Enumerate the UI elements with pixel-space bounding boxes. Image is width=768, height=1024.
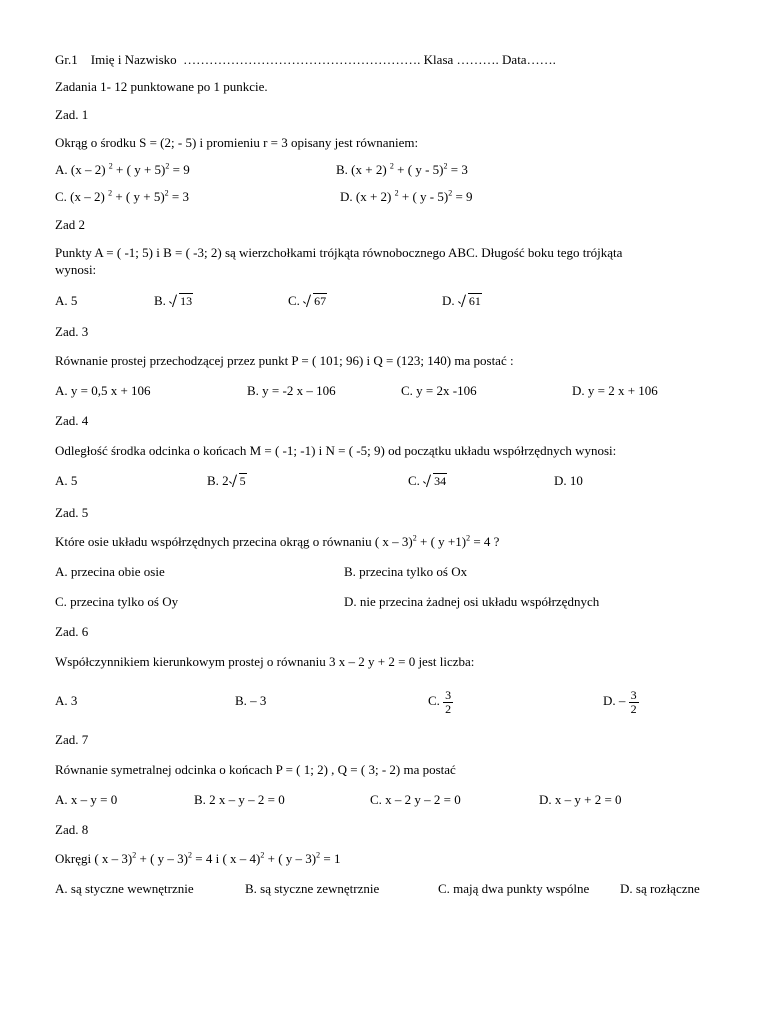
task-8-answer-d: D. są rozłączne — [620, 881, 700, 896]
header-line — [55, 52, 556, 68]
task-7-title: Zad. 7 — [55, 732, 89, 747]
task-5-answer-d: D. nie przecina żadnej osi układu współrzędnych — [344, 594, 600, 609]
task-6-answer-b: B. – 3 — [235, 693, 267, 708]
task-4-answer-c: C. 34 — [408, 473, 447, 488]
task-4-question: Odległość środka odcinka o końcach M = ( -1; -1) i N = ( -5; 9) od początku układu współrzędnych wynosi: — [55, 443, 617, 458]
task-2-answer-c: C. 67 — [288, 293, 327, 308]
task-2-title: Zad 2 — [55, 217, 85, 232]
task-4-answer-d: D. 10 — [554, 473, 583, 488]
name-label: Imię i Nazwisko — [90, 52, 177, 67]
task-7-answer-b: B. 2 x – y – 2 = 0 — [194, 792, 285, 807]
task-6-answer-c: C. $\frac{3}{2}$ — [428, 687, 452, 716]
task-6-answer-a: A. 3 — [55, 693, 78, 708]
task-7-answer-a: A. x – y = 0 — [55, 792, 118, 807]
task-8-question: Okręgi ( x – 3)$^2$ + ( y – 3)$^2$ = 4 i ( x – 4)$^2$ + ( y – 3)$^2$ = 1 — [55, 850, 341, 866]
task-7-question: Równanie symetralnej odcinka o końcach P = ( 1; 2) , Q = ( 3; - 2) ma postać — [55, 762, 456, 777]
task-1-answer-d: D. (x + 2) $^2$ + ( y - 5)$^2$ = 9 — [340, 188, 473, 204]
task-1-answer-a: A. (x – 2) $^2$ + ( y + 5)$^2$ = 9 — [55, 161, 190, 177]
task-7-answer-c: C. x – 2 y – 2 = 0 — [370, 792, 461, 807]
task-5-answer-c: C. przecina tylko oś Oy — [55, 594, 179, 609]
intro-text: Zadania 1- 12 punktowane po 1 punkcie. — [55, 79, 268, 94]
task-2-question-line1: Punkty A = ( -1; 5) i B = ( -3; 2) są wierzchołkami trójkąta równobocznego ABC. Długość boku tego trójkąta — [55, 245, 623, 260]
task-3-title: Zad. 3 — [55, 324, 89, 339]
task-3-answer-c: C. y = 2x -106 — [401, 383, 477, 398]
task-3-answer-b: B. y = -2 x – 106 — [247, 383, 336, 398]
task-6-question: Współczynnikiem kierunkowym prostej o równaniu 3 x – 2 y + 2 = 0 jest liczba: — [55, 654, 475, 669]
task-3-answer-d: D. y = 2 x + 106 — [572, 383, 658, 398]
date-label: Data……. — [502, 52, 556, 67]
task-5-answer-b: B. przecina tylko oś Ox — [344, 564, 468, 579]
task-2-answer-b: B. 13 — [154, 293, 193, 308]
task-5-question: Które osie układu współrzędnych przecina okrąg o równaniu ( x – 3)$^2$ + ( y +1)$^2$ = 4 ? — [55, 533, 500, 549]
task-6-title: Zad. 6 — [55, 624, 89, 639]
name-blank: ………………………………………………. — [183, 52, 421, 67]
task-3-answer-a: A. y = 0,5 x + 106 — [55, 383, 151, 398]
task-8-answer-b: B. są styczne zewnętrznie — [245, 881, 380, 896]
task-1-answer-b: B. (x + 2) $^2$ + ( y - 5)$^2$ = 3 — [336, 161, 468, 177]
task-3-question: Równanie prostej przechodzącej przez punkt P = ( 101; 96) i Q = (123; 140) ma postać : — [55, 353, 514, 368]
task-8-answer-c: C. mają dwa punkty wspólne — [438, 881, 590, 896]
task-4-answer-a: A. 5 — [55, 473, 78, 488]
task-2-question-line2: wynosi: — [55, 262, 97, 277]
task-2-answer-a: A. 5 — [55, 293, 78, 308]
group-label: Gr.1 — [55, 52, 78, 67]
class-blank: ………. — [456, 52, 499, 67]
class-label: Klasa — [423, 52, 454, 67]
task-4-title: Zad. 4 — [55, 413, 89, 428]
task-4-answer-b: B. 2 5 — [207, 473, 246, 488]
task-6-answer-d: D. – $\frac{3}{2}$ — [603, 687, 637, 716]
task-5-answer-a: A. przecina obie osie — [55, 564, 165, 579]
task-5-title: Zad. 5 — [55, 505, 89, 520]
task-1-answer-c: C. (x – 2) $^2$ + ( y + 5)$^2$ = 3 — [55, 188, 190, 204]
task-8-answer-a: A. są styczne wewnętrznie — [55, 881, 194, 896]
task-1-title: Zad. 1 — [55, 107, 89, 122]
task-1-question: Okrąg o środku S = (2; - 5) i promieniu r = 3 opisany jest równaniem: — [55, 135, 419, 150]
task-2-answer-d: D. 61 — [442, 293, 481, 308]
task-7-answer-d: D. x – y + 2 = 0 — [539, 792, 622, 807]
task-8-title: Zad. 8 — [55, 822, 89, 837]
